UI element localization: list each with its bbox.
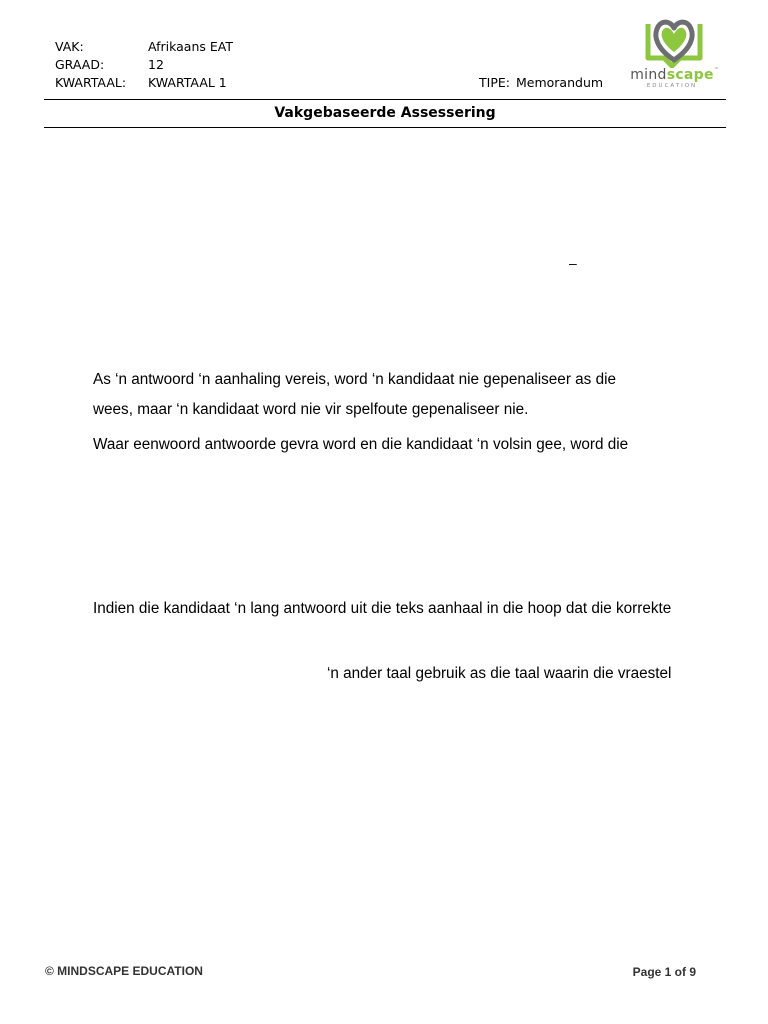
header-row-kwartaal bbox=[55, 74, 233, 92]
mindscape-logo bbox=[626, 8, 726, 94]
paragraph-line: ‘n ander taal gebruik as die taal waarin die vraestel bbox=[327, 665, 672, 682]
graad-value: 12 bbox=[148, 57, 164, 72]
tipe-value: Memorandum bbox=[515, 75, 604, 90]
graad-label: GRAAD: bbox=[55, 57, 105, 72]
tipe-field bbox=[479, 74, 603, 92]
header-row-vak bbox=[55, 38, 233, 56]
document-header-info bbox=[55, 38, 233, 92]
kwartaal-value: KWARTAAL 1 bbox=[148, 75, 227, 90]
header-row-graad bbox=[55, 56, 233, 74]
logo-wordmark: mindscape bbox=[630, 67, 714, 83]
paragraph-line: Waar eenwoord antwoorde gevra word en die kandidaat ‘n volsin gee, word die bbox=[93, 436, 629, 453]
vak-value: Afrikaans EAT bbox=[148, 39, 233, 54]
kwartaal-label: KWARTAAL: bbox=[55, 75, 127, 90]
paragraph-line: As ‘n antwoord ‘n aanhaling vereis, word ‘n kandidaat nie gepenaliseer as die bbox=[93, 371, 616, 388]
location-heart-icon bbox=[626, 8, 726, 68]
title-bottom-rule bbox=[44, 127, 726, 128]
title-top-rule bbox=[44, 99, 726, 100]
logo-trademark: ™ bbox=[714, 66, 718, 71]
page-title: Vakgebaseerde Assessering bbox=[274, 105, 496, 121]
vak-label: VAK: bbox=[55, 39, 84, 54]
tipe-label: TIPE: bbox=[479, 75, 510, 90]
footer-page-number: Page 1 of 9 bbox=[632, 965, 696, 979]
logo-tagline: EDUCATION bbox=[646, 83, 698, 89]
dash-mark: – bbox=[569, 255, 577, 271]
footer-copyright: © MINDSCAPE EDUCATION bbox=[45, 964, 203, 978]
paragraph-line: wees, maar ‘n kandidaat word nie vir spelfoute gepenaliseer nie. bbox=[93, 401, 529, 418]
paragraph-line: Indien die kandidaat ‘n lang antwoord uit die teks aanhaal in die hoop dat die korrekte bbox=[93, 600, 672, 617]
